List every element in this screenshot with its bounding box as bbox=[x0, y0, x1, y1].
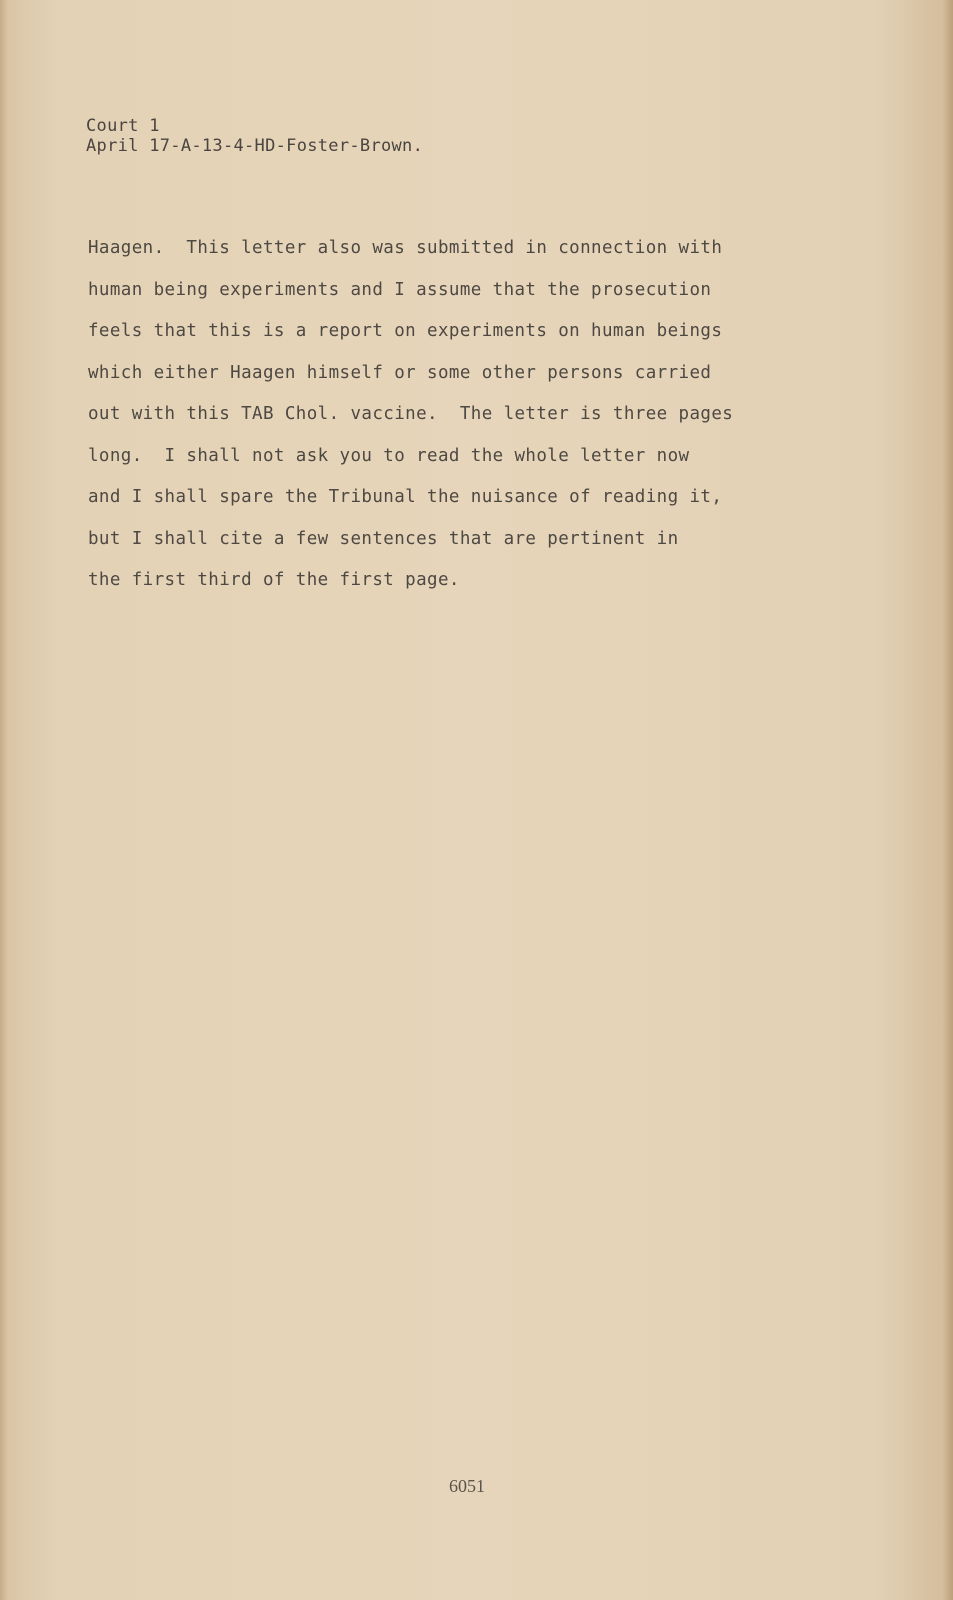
body-line: but I shall cite a few sentences that are pertinent in bbox=[88, 528, 679, 549]
body-line: feels that this is a report on experiments on human beings bbox=[88, 321, 723, 341]
date-reference-line: April 17-A-13-4-HD-Foster-Brown. bbox=[86, 136, 424, 156]
page-number: 6051 bbox=[449, 1476, 485, 1496]
body-line: which either Haagen himself or some other persons carried bbox=[88, 362, 712, 383]
page-left-edge bbox=[0, 0, 8, 1600]
court-line: Court 1 bbox=[86, 116, 160, 136]
body-line: the first third of the first page. bbox=[88, 570, 460, 590]
document-header bbox=[86, 116, 423, 156]
page-right-edge bbox=[943, 0, 953, 1600]
body-line: Haagen. This letter also was submitted in connection with bbox=[88, 238, 723, 258]
body-line: and I shall spare the Tribunal the nuisance of reading it, bbox=[88, 487, 723, 507]
body-line: out with this TAB Chol. vaccine. The letter is three pages bbox=[88, 404, 734, 424]
body-line: human being experiments and I assume that the prosecution bbox=[88, 279, 712, 300]
body-line: long. I shall not ask you to read the whole letter now bbox=[88, 445, 690, 466]
transcript-body bbox=[88, 228, 818, 602]
